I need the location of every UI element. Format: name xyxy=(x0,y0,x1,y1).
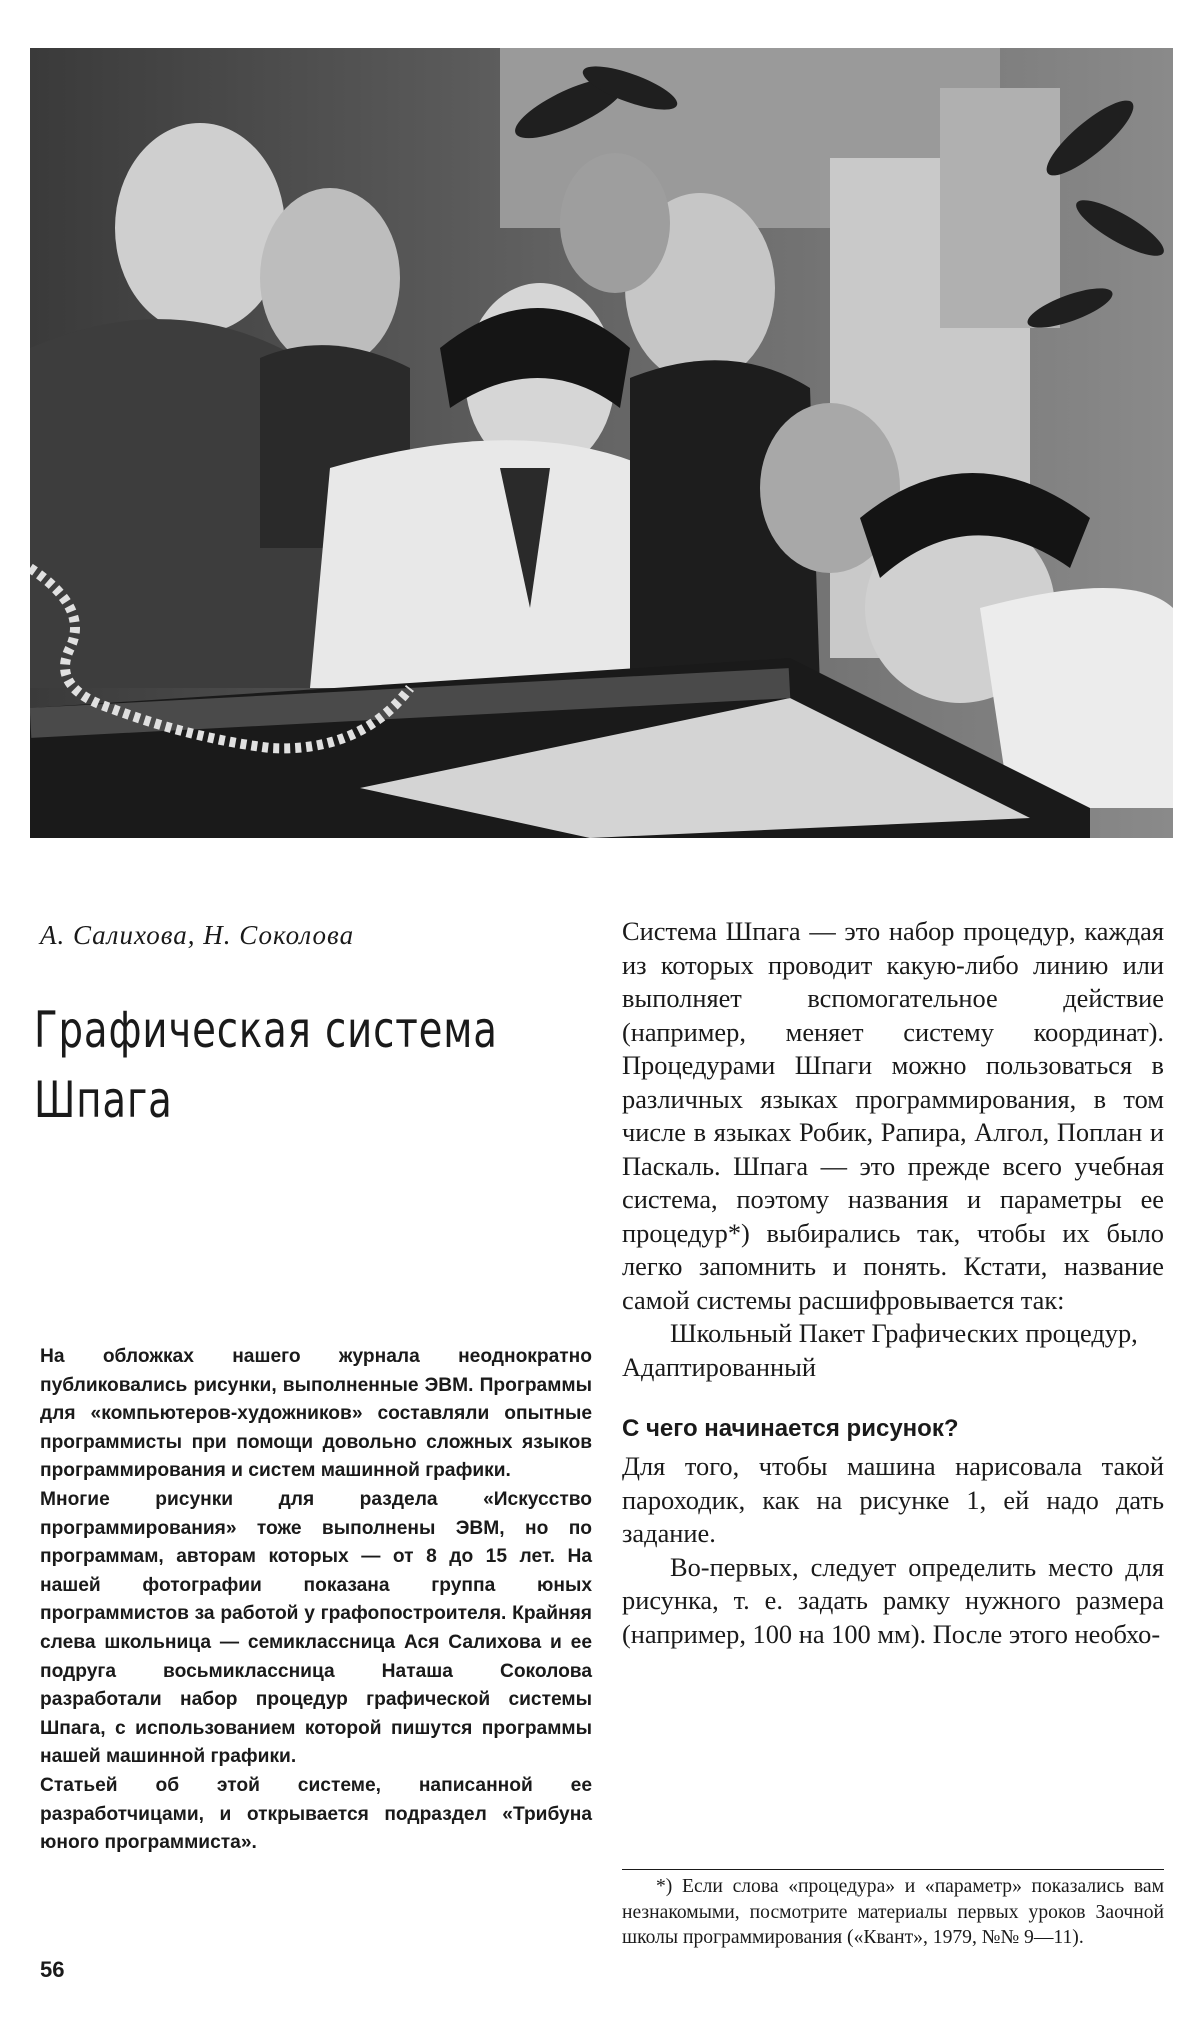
children-at-plotter-photo xyxy=(30,48,1173,838)
title-line-2: Шпага xyxy=(34,1071,173,1129)
title-line-1: Графическая система xyxy=(34,1001,498,1059)
intro-paragraph: Многие рисунки для раздела «Искусство программирования» тоже выполнены ЭВМ, но по программам, авторам которых — от 8 до 15 лет. На нашей фотографии показана группа юных программистов за работой у графопостроителя. Крайняя слева школьница — семиклассница Ася Салихова и ее подруга восьмиклассница Наташа Соколова разработали набор процедур графической системы Шпага, с использованием которой пишутся программы нашей машинной графики. xyxy=(40,1488,592,1768)
article-title xyxy=(34,995,516,1135)
body-paragraph: Для того, чтобы машина нарисовала такой пароходик, как на рисунке 1, ей надо дать задание. xyxy=(622,1451,1164,1548)
article-body xyxy=(622,915,1164,1651)
intro-paragraph: На обложках нашего журнала неоднократно публиковались рисунки, выполненные ЭВМ. Программы для «компьютеров-художников» составляли опытные программисты при помощи довольно сложных языков программирования и систем машинной графики. xyxy=(40,1346,592,1482)
body-paragraph: Во-первых, следует определить место для рисунка, т. е. задать рамку нужного размера (например, 100 на 100 мм). После этого необхо- xyxy=(622,1551,1164,1649)
photo-illustration xyxy=(30,48,1173,838)
acronym-expansion: Школьный Пакет Графических процедур, Адаптированный xyxy=(622,1318,1138,1382)
footnote-divider xyxy=(622,1869,1164,1870)
body-paragraph: Система Шпага — это набор процедур, каждая из которых проводит какую-либо линию или выполняет вспомогательное действие (например, меняет систему координат). Процедурами Шпаги можно пользоваться в различных языках программирования, в том числе в языках Робик, Рапира, Алгол, Поплан и Паскаль. Шпага — это прежде всего учебная система, поэтому названия и параметры ее процедур*) выбирались так, чтобы их было легко запомнить и понять. Кстати, название самой системы расшифровывается так: xyxy=(622,916,1164,1315)
section-heading: С чего начинается рисунок? xyxy=(622,1415,959,1442)
article-authors: А. Салихова, Н. Соколова xyxy=(40,920,355,950)
footnote: *) Если слова «процедура» и «параметр» показались вам незнакомыми, посмотрите материалы первых уроков Заочной школы программирования («Квант», 1979, №№ 9—11). xyxy=(622,1876,1164,1948)
editorial-intro xyxy=(40,1343,592,1858)
intro-paragraph: Статьей об этой системе, написанной ее разработчицами, и открывается подраздел «Трибуна юного программиста». xyxy=(40,1774,592,1854)
page-number: 56 xyxy=(40,1957,65,1982)
